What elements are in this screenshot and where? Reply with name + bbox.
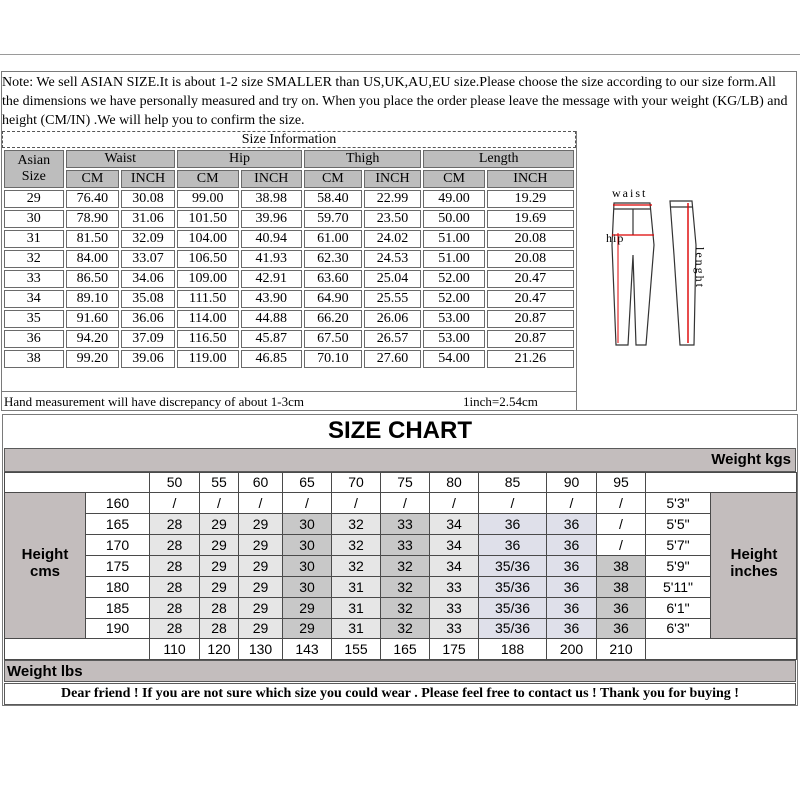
size-value-cell: 29	[199, 555, 239, 577]
weight-lb-cell: 130	[238, 638, 283, 660]
size-value-cell: 28	[149, 597, 200, 619]
size-cell: 34	[4, 290, 64, 308]
size-value-cell: 33	[380, 534, 430, 556]
size-value-cell: 36	[546, 513, 597, 535]
weight-lb-cell: 200	[546, 638, 597, 660]
asian-label: Asian	[17, 153, 51, 168]
size-value-cell: 31	[331, 576, 381, 598]
measurement-cell: 76.40	[66, 190, 120, 208]
measurement-cell: 39.06	[121, 350, 175, 368]
measurement-cell: 24.53	[364, 250, 422, 268]
size-value-cell: 28	[199, 618, 239, 639]
size-value-cell: /	[282, 492, 332, 514]
size-value-cell: 32	[331, 555, 381, 577]
size-info-title: Size Information	[2, 131, 576, 148]
size-value-cell: 31	[331, 597, 381, 619]
size-value-cell: 32	[380, 555, 430, 577]
size-value-cell: /	[546, 492, 597, 514]
measurement-cell: 116.50	[177, 330, 239, 348]
weight-lb-cell: 155	[331, 638, 381, 660]
hip-header: Hip	[177, 150, 302, 168]
blank-cell	[4, 638, 150, 660]
size-value-cell: 28	[149, 534, 200, 556]
measurement-cell: 37.09	[121, 330, 175, 348]
size-value-cell: 33	[429, 597, 479, 619]
size-value-cell: 36	[546, 555, 597, 577]
measurement-cell: 20.08	[487, 230, 574, 248]
measurement-cell: 81.50	[66, 230, 120, 248]
size-value-cell: 29	[238, 555, 283, 577]
measurement-cell: 23.50	[364, 210, 422, 228]
asian-size-header	[4, 150, 64, 188]
size-row	[4, 210, 574, 228]
waist-label: waist	[612, 186, 648, 200]
size-value-cell: /	[199, 492, 239, 514]
size-value-cell: /	[478, 492, 547, 514]
size-value-cell: /	[380, 492, 430, 514]
measurement-cell: 43.90	[241, 290, 303, 308]
weight-kg-cell: 75	[380, 472, 430, 493]
measurement-cell: 26.57	[364, 330, 422, 348]
size-value-cell: 30	[282, 513, 332, 535]
size-value-cell: /	[596, 513, 646, 535]
size-value-cell: 35/36	[478, 618, 547, 639]
unit-header: CM	[423, 170, 485, 188]
size-value-cell: 36	[546, 618, 597, 639]
size-value-cell: 36	[546, 597, 597, 619]
size-value-cell: 29	[282, 597, 332, 619]
measurement-cell: 70.10	[304, 350, 362, 368]
size-value-cell: 35/36	[478, 597, 547, 619]
size-value-cell: 36	[478, 534, 547, 556]
measurement-cell: 45.87	[241, 330, 303, 348]
size-value-cell: 33	[380, 513, 430, 535]
measurement-cell: 38.98	[241, 190, 303, 208]
height-cms-label: Height cms	[21, 546, 69, 580]
unit-header: INCH	[364, 170, 422, 188]
size-value-cell: 32	[380, 618, 430, 639]
measurement-cell: 67.50	[304, 330, 362, 348]
weight-kgs-label: Weight kgs	[711, 451, 791, 468]
measurement-cell: 99.20	[66, 350, 120, 368]
measurement-cell: 62.30	[304, 250, 362, 268]
measurement-cell: 84.00	[66, 250, 120, 268]
height-cm-cell: 185	[85, 597, 150, 619]
hip-label: hip	[606, 231, 625, 245]
measurement-cell: 50.00	[423, 210, 485, 228]
weight-kg-cell: 85	[478, 472, 547, 493]
size-value-cell: 36	[596, 597, 646, 619]
size-value-cell: 36	[478, 513, 547, 535]
weight-lbs-label: Weight lbs	[7, 663, 83, 680]
measurement-cell: 22.99	[364, 190, 422, 208]
blank-cell	[4, 472, 150, 493]
weight-lb-cell: 175	[429, 638, 479, 660]
size-value-cell: 29	[238, 576, 283, 598]
size-value-cell: 34	[429, 534, 479, 556]
size-value-cell: 28	[199, 597, 239, 619]
top-divider	[0, 54, 800, 55]
height-in-cell: 5'3"	[645, 492, 711, 514]
size-value-cell: /	[149, 492, 200, 514]
unit-header: CM	[177, 170, 239, 188]
size-value-cell: 30	[282, 534, 332, 556]
measurement-cell: 111.50	[177, 290, 239, 308]
size-value-cell: 33	[429, 618, 479, 639]
measurement-cell: 99.00	[177, 190, 239, 208]
weight-lb-cell: 120	[199, 638, 239, 660]
measurement-cell: 91.60	[66, 310, 120, 328]
blank-cell	[645, 472, 797, 493]
size-cell: 32	[4, 250, 64, 268]
size-value-cell: /	[429, 492, 479, 514]
size-value-cell: 28	[149, 576, 200, 598]
measurement-cell: 52.00	[423, 290, 485, 308]
measurement-cell: 119.00	[177, 350, 239, 368]
height-in-cell: 6'1"	[645, 597, 711, 619]
measurement-cell: 27.60	[364, 350, 422, 368]
size-value-cell: 35/36	[478, 576, 547, 598]
weight-kgs-bar	[4, 448, 796, 472]
height-cm-cell: 160	[85, 492, 150, 514]
unit-header: INCH	[241, 170, 303, 188]
size-row	[4, 270, 574, 288]
measurement-cell: 64.90	[304, 290, 362, 308]
waist-header: Waist	[66, 150, 175, 168]
weight-lbs-bar	[4, 660, 796, 682]
height-inches-label: Height inches	[730, 546, 778, 580]
unit-header: CM	[66, 170, 120, 188]
size-value-cell: 36	[546, 576, 597, 598]
measurement-cell: 25.55	[364, 290, 422, 308]
size-value-cell: 34	[429, 513, 479, 535]
measurement-cell: 61.00	[304, 230, 362, 248]
height-cm-cell: 175	[85, 555, 150, 577]
measurement-cell: 24.02	[364, 230, 422, 248]
size-value-cell: 29	[199, 534, 239, 556]
size-value-cell: 32	[380, 597, 430, 619]
size-info-table	[2, 148, 576, 370]
size-cell: 36	[4, 330, 64, 348]
measurement-cell: 53.00	[423, 330, 485, 348]
size-value-cell: 29	[199, 576, 239, 598]
size-cell: 35	[4, 310, 64, 328]
measurement-cell: 59.70	[304, 210, 362, 228]
size-value-cell: 32	[380, 576, 430, 598]
weight-kg-cell: 90	[546, 472, 597, 493]
length-header: Length	[423, 150, 574, 168]
weight-lb-cell: 110	[149, 638, 200, 660]
size-value-cell: 29	[238, 618, 283, 639]
inch-conversion: 1inch=2.54cm	[463, 394, 538, 409]
size-value-cell: 30	[282, 576, 332, 598]
size-cell: 31	[4, 230, 64, 248]
measurement-cell: 106.50	[177, 250, 239, 268]
measurement-cell: 34.06	[121, 270, 175, 288]
measurement-cell: 52.00	[423, 270, 485, 288]
size-value-cell: 31	[331, 618, 381, 639]
size-row	[4, 230, 574, 248]
size-value-cell: 29	[199, 513, 239, 535]
measurement-cell: 20.87	[487, 310, 574, 328]
measurement-cell: 109.00	[177, 270, 239, 288]
size-cell: 29	[4, 190, 64, 208]
measurement-disclaimer: Hand measurement will have discrepancy of about 1-3cm	[4, 394, 304, 409]
weight-kg-cell: 50	[149, 472, 200, 493]
measurement-cell: 20.08	[487, 250, 574, 268]
weight-lb-cell: 188	[478, 638, 547, 660]
measurement-cell: 20.47	[487, 290, 574, 308]
weight-lb-cell: 210	[596, 638, 646, 660]
size-value-cell: /	[331, 492, 381, 514]
measurement-cell: 66.20	[304, 310, 362, 328]
size-value-cell: 35/36	[478, 555, 547, 577]
size-value-cell: 34	[429, 555, 479, 577]
weight-kg-cell: 70	[331, 472, 381, 493]
size-value-cell: 28	[149, 513, 200, 535]
vertical-divider	[576, 131, 577, 411]
size-value-cell: /	[238, 492, 283, 514]
size-value-cell: /	[596, 492, 646, 514]
measurement-cell: 58.40	[304, 190, 362, 208]
size-value-cell: 32	[331, 513, 381, 535]
size-header-row-1	[4, 150, 574, 168]
pants-measurement-diagram	[600, 185, 710, 355]
size-row	[4, 290, 574, 308]
size-row	[4, 190, 574, 208]
measurement-cell: 94.20	[66, 330, 120, 348]
weight-kg-cell: 55	[199, 472, 239, 493]
measurement-cell: 36.06	[121, 310, 175, 328]
size-value-cell: 28	[149, 618, 200, 639]
contact-message: Dear friend ! If you are not sure which size you could wear . Please feel free to contact us ! Thank you for buying !	[4, 683, 796, 705]
size-value-cell: 29	[282, 618, 332, 639]
size-info-footer	[2, 391, 576, 412]
weight-kg-cell: 60	[238, 472, 283, 493]
size-value-cell: 29	[238, 513, 283, 535]
weight-lb-cell: 143	[282, 638, 332, 660]
size-value-cell: 38	[596, 576, 646, 598]
measurement-cell: 63.60	[304, 270, 362, 288]
measurement-cell: 35.08	[121, 290, 175, 308]
size-cell: 33	[4, 270, 64, 288]
height-cm-cell: 170	[85, 534, 150, 556]
size-row	[4, 250, 574, 268]
measurement-cell: 51.00	[423, 250, 485, 268]
measurement-cell: 32.09	[121, 230, 175, 248]
measurement-cell: 86.50	[66, 270, 120, 288]
measurement-cell: 53.00	[423, 310, 485, 328]
size-value-cell: 32	[331, 534, 381, 556]
size-value-cell: 38	[596, 555, 646, 577]
measurement-cell: 42.91	[241, 270, 303, 288]
measurement-cell: 41.93	[241, 250, 303, 268]
measurement-cell: 39.96	[241, 210, 303, 228]
size-note: Note: We sell ASIAN SIZE.It is about 1-2 size SMALLER than US,UK,AU,EU size.Please choose the size according to our size form.All the dimensions we have personally measured and try on. When you place the order please leave the message with your weight (KG/LB) and height (CM/IN) .We will help you to confirm the size.	[2, 75, 788, 128]
height-cm-cell: 165	[85, 513, 150, 535]
height-in-cell: 5'9"	[645, 555, 711, 577]
measurement-cell: 31.06	[121, 210, 175, 228]
weight-kg-cell: 65	[282, 472, 332, 493]
measurement-cell: 54.00	[423, 350, 485, 368]
size-value-cell: 36	[546, 534, 597, 556]
measurement-cell: 20.47	[487, 270, 574, 288]
size-value-cell: 28	[149, 555, 200, 577]
measurement-cell: 46.85	[241, 350, 303, 368]
size-value-cell: 29	[238, 534, 283, 556]
height-in-cell: 5'7"	[645, 534, 711, 556]
measurement-cell: 30.08	[121, 190, 175, 208]
blank-cell	[645, 638, 797, 660]
measurement-cell: 114.00	[177, 310, 239, 328]
measurement-cell: 104.00	[177, 230, 239, 248]
unit-header: INCH	[487, 170, 574, 188]
measurement-cell: 19.69	[487, 210, 574, 228]
size-row	[4, 310, 574, 328]
weight-kg-cell: 95	[596, 472, 646, 493]
size-cell: 30	[4, 210, 64, 228]
measurement-cell: 49.00	[423, 190, 485, 208]
measurement-cell: 44.88	[241, 310, 303, 328]
size-chart-title: SIZE CHART	[328, 417, 472, 444]
size-value-cell: 30	[282, 555, 332, 577]
size-label: Size	[21, 169, 46, 184]
measurement-cell: 19.29	[487, 190, 574, 208]
height-in-cell: 6'3"	[645, 618, 711, 639]
size-header-row-2	[4, 170, 574, 188]
measurement-cell: 20.87	[487, 330, 574, 348]
size-row	[4, 350, 574, 368]
measurement-cell: 101.50	[177, 210, 239, 228]
size-value-cell: 33	[429, 576, 479, 598]
size-value-cell: 29	[238, 597, 283, 619]
measurement-cell: 25.04	[364, 270, 422, 288]
measurement-cell: 78.90	[66, 210, 120, 228]
unit-header: CM	[304, 170, 362, 188]
size-row	[4, 330, 574, 348]
measurement-cell: 40.94	[241, 230, 303, 248]
measurement-cell: 51.00	[423, 230, 485, 248]
weight-lb-cell: 165	[380, 638, 430, 660]
side-pants-drawing	[670, 201, 696, 345]
height-in-cell: 5'5"	[645, 513, 711, 535]
measurement-cell: 89.10	[66, 290, 120, 308]
weight-kg-cell: 80	[429, 472, 479, 493]
height-cm-cell: 180	[85, 576, 150, 598]
size-cell: 38	[4, 350, 64, 368]
height-cm-cell: 190	[85, 618, 150, 639]
length-label: lenght	[693, 247, 707, 289]
size-value-cell: 36	[596, 618, 646, 639]
unit-header: INCH	[121, 170, 175, 188]
size-value-cell: /	[596, 534, 646, 556]
thigh-header: Thigh	[304, 150, 421, 168]
measurement-cell: 26.06	[364, 310, 422, 328]
height-in-cell: 5'11"	[645, 576, 711, 598]
measurement-cell: 21.26	[487, 350, 574, 368]
measurement-cell: 33.07	[121, 250, 175, 268]
